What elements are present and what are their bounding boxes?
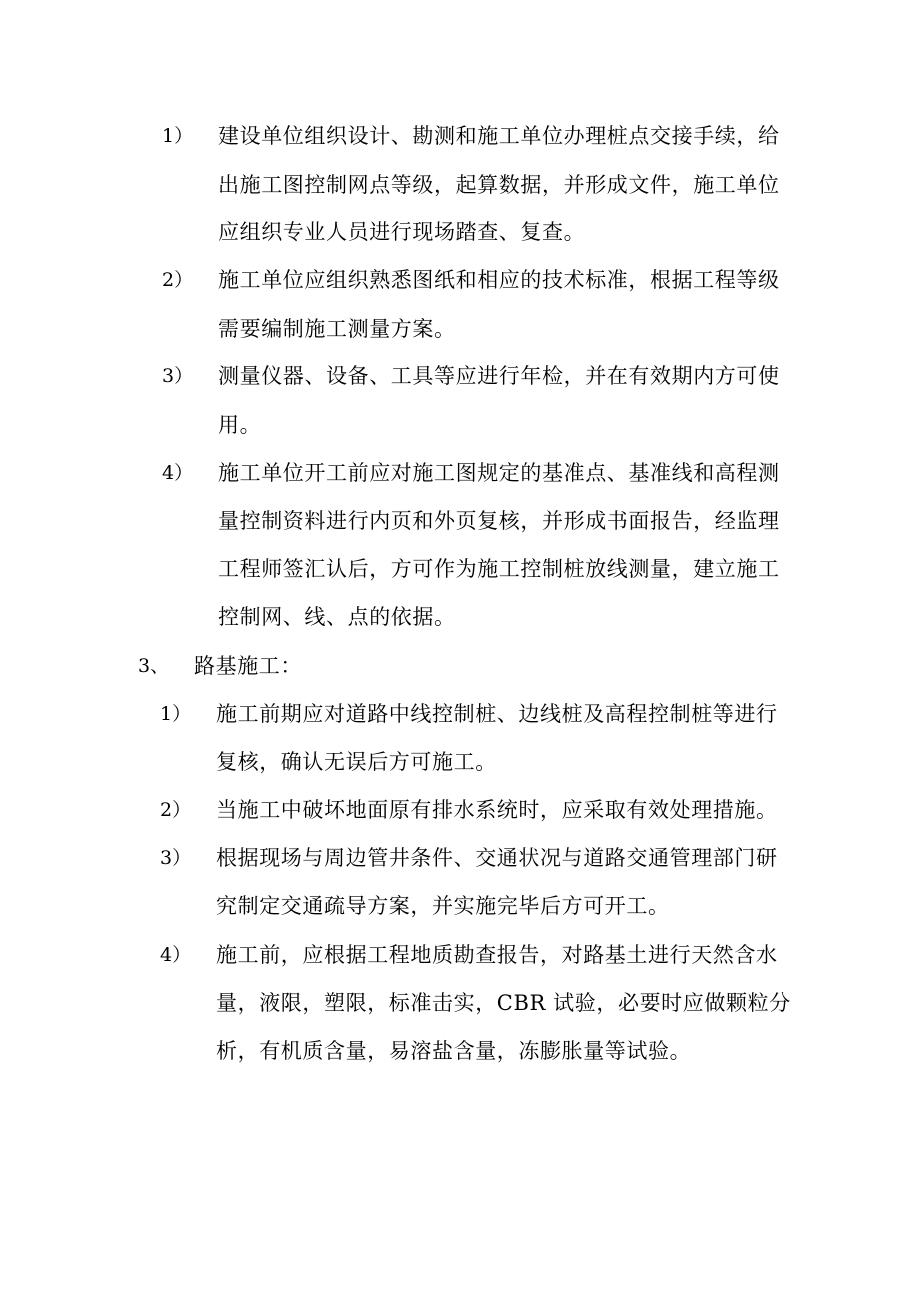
section-title: 路基施工：	[194, 654, 302, 678]
list-marker: 3）	[160, 847, 192, 869]
paragraph-line: 施工单位应组织熟悉图纸和相应的技术标准，根据工程等级	[218, 268, 780, 292]
list-marker: 4）	[160, 944, 192, 966]
paragraph-line: 施工前，应根据工程地质勘查报告，对路基土进行天然含水	[216, 943, 778, 967]
list-marker: 3）	[162, 365, 194, 387]
list-marker: 4）	[162, 462, 194, 484]
paragraph-line: 析，有机质含量，易溶盐含量，冻膨胀量等试验。	[216, 1039, 692, 1063]
paragraph-line: 施工单位开工前应对施工图规定的基准点、基准线和高程测	[218, 461, 780, 485]
paragraph-line: 究制定交通疏导方案，并实施完毕后方可开工。	[216, 894, 670, 918]
section-number: 3、	[138, 655, 170, 677]
paragraph-line: 需要编制施工测量方案。	[218, 317, 456, 341]
paragraph-line: 量控制资料进行内页和外页复核，并形成书面报告，经监理	[218, 509, 780, 533]
list-marker: 1）	[162, 125, 194, 147]
paragraph-line: 量，液限，塑限，标准击实，CBR 试验，必要时应做颗粒分	[216, 991, 791, 1015]
list-marker: 1）	[160, 703, 192, 725]
paragraph-line: 建设单位组织设计、勘测和施工单位办理桩点交接手续，给	[218, 124, 780, 148]
paragraph-line: 复核，确认无误后方可施工。	[216, 750, 497, 774]
paragraph-line: 施工前期应对道路中线控制桩、边线桩及高程控制桩等进行	[216, 702, 778, 726]
list-marker: 2）	[160, 799, 192, 821]
paragraph-line: 应组织专业人员进行现场踏查、复查。	[218, 220, 586, 244]
paragraph-line: 控制网、线、点的依据。	[218, 605, 456, 629]
paragraph-line: 用。	[218, 413, 262, 437]
paragraph-line: 当施工中破坏地面原有排水系统时，应采取有效处理措施。	[216, 798, 778, 822]
paragraph-line: 出施工图控制网点等级，起算数据，并形成文件，施工单位	[218, 173, 780, 197]
list-marker: 2）	[162, 269, 194, 291]
paragraph-line: 工程师签汇认后，方可作为施工控制桩放线测量，建立施工	[218, 557, 780, 581]
paragraph-line: 根据现场与周边管井条件、交通状况与道路交通管理部门研	[216, 846, 778, 870]
paragraph-line: 测量仪器、设备、工具等应进行年检，并在有效期内方可使	[218, 364, 780, 388]
